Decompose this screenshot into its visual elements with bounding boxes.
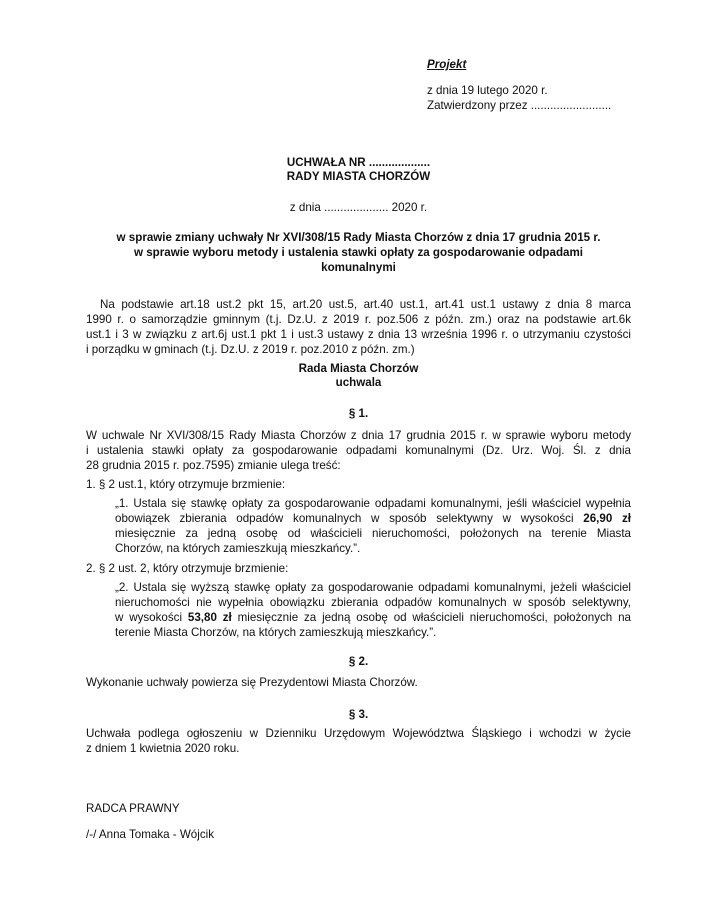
quote-2-line-3-start: w wysokości	[115, 611, 188, 624]
section-3-line-1: Uchwała podlega ogłoszeniu w Dzienniku Urzędowym Województwa Śląskiego i wchodzi w życie	[86, 727, 631, 740]
council-name-title: RADY MIASTA CHORZÓW	[286, 170, 431, 183]
higher-rate-amount: 53,80 zł	[187, 611, 232, 624]
legal-basis-paragraph	[86, 297, 631, 357]
section-3-text	[86, 726, 631, 756]
preamble-line-4: i porządku w gminach (t.j. Dz.U. z 2019 r. poz.2010 z późn. zm.)	[86, 343, 415, 356]
section-2-text: Wykonanie uchwały powierza się Prezydentowi Miasta Chorzów.	[86, 676, 418, 689]
amendment-quote-2	[115, 580, 631, 640]
quote-2-line-1: „2. Ustala się wyższą stawkę opłaty za gospodarowanie odpadami komunalnymi, jeżeli właściciel	[115, 581, 631, 594]
quote-1-line-2	[115, 511, 631, 526]
subject-line-3: komunalnymi	[321, 261, 396, 274]
quote-1-line-3: miesięcznie za jedną osobę od właścicieli nieruchomości, położonych na terenie Miasta	[115, 527, 631, 540]
section-2-heading: § 2.	[348, 655, 369, 668]
quote-2-line-4: terenie Miasta Chorzów, na których zamieszkują mieszkańcy.”.	[115, 626, 437, 639]
quote-2-line-2: nieruchomości nie wypełnia obowiązku zbierania odpadów komunalnych w sposób selektywny,	[115, 596, 631, 609]
quote-2-line-3-end: miesięcznie za jedną osobę od właścicieli nieruchomości, położonych na	[231, 611, 631, 624]
resolves-heading: uchwala	[335, 376, 382, 389]
section-1-intro-line-3: 28 grudnia 2015 r. poz.7595) zmianie ulega treść:	[86, 459, 341, 472]
preamble-line-2: 1990 r. o samorządzie gminnym (t.j. Dz.U. z 2019 r. poz.506 z późn. zm.) oraz na podstawie art.6k	[86, 313, 631, 326]
project-label: Projekt	[427, 58, 467, 71]
preamble-line-3: ust.1 i 3 w związku z art.6j ust.1 pkt 1 i ust.3 ustawy z dnia 13 września 1996 r. o utrzymaniu czystości	[86, 328, 631, 341]
section-3-heading: § 3.	[348, 708, 369, 721]
signature-name: /-/ Anna Tomaka - Wójcik	[86, 828, 215, 841]
amendment-quote-1	[115, 496, 631, 556]
quote-1-line-2-text: obowiązek zbierania odpadów komunalnych w sposób selektywny w wysokości	[115, 512, 584, 525]
amendment-item-1: 1. § 2 ust.1, który otrzymuje brzmienie:	[86, 478, 286, 491]
quote-1-line-1: „1. Ustala się stawkę opłaty za gospodarowanie odpadami komunalnymi, jeśli właściciel wypełnia	[115, 497, 631, 510]
resolution-subject	[100, 230, 617, 275]
signature-role: RADCA PRAWNY	[86, 802, 180, 815]
selective-rate-amount: 26,90 zł	[583, 512, 631, 525]
section-1-heading: § 1.	[348, 407, 369, 420]
section-1-intro-line-1: W uchwale Nr XVI/308/15 Rady Miasta Chorzów z dnia 17 grudnia 2015 r. w sprawie wyboru metody	[86, 429, 631, 442]
subject-line-2: w sprawie wyboru metody i ustalenia stawki opłaty za gospodarowanie odpadami	[133, 246, 584, 259]
council-heading: Rada Miasta Chorzów	[298, 362, 419, 375]
resolution-number-title: UCHWAŁA NR ...................	[286, 156, 431, 169]
quote-1-line-4: Chorzów, na których zamieszkują mieszkańcy.”.	[115, 542, 361, 555]
section-1-intro	[86, 428, 631, 473]
project-date: z dnia 19 lutego 2020 r.	[427, 84, 548, 97]
quote-2-line-3	[115, 610, 631, 625]
subject-line-1: w sprawie zmiany uchwały Nr XVI/308/15 Rady Miasta Chorzów z dnia 17 grudnia 2015 r.	[116, 231, 601, 244]
approved-by-line: Zatwierdzony przez .........................	[427, 99, 612, 112]
section-3-line-2: z dniem 1 kwietnia 2020 roku.	[86, 742, 240, 755]
resolution-date: z dnia .................... 2020 r.	[289, 201, 428, 214]
section-1-intro-line-2: i ustalenia stawki opłaty za gospodarowanie odpadami komunalnymi (Dz. Urz. Woj. Śl. z dnia	[86, 444, 631, 457]
amendment-item-2: 2. § 2 ust. 2, który otrzymuje brzmienie:	[86, 562, 289, 575]
preamble-line-1: Na podstawie art.18 ust.2 pkt 15, art.20 ust.5, art.40 ust.1, art.41 ust.1 ustawy z dnia 8 marca	[100, 298, 631, 311]
